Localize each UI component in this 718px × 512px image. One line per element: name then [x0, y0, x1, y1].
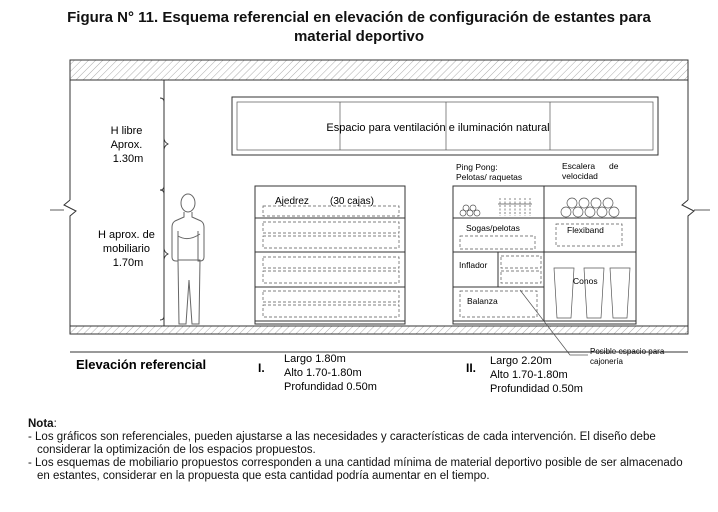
label-cajonera: Posible espacio para cajonería: [590, 347, 665, 366]
note-item-2: - Los esquemas de mobiliario propuestos corresponden a una cantidad mínima de material deportivo posible de ser almacenado en estantes, considerar en la propuesta que esta cantidad podría aumentar en el tiempo.: [28, 457, 683, 482]
h-mobiliario-label: H aprox. de mobiliario 1.70m: [98, 229, 155, 269]
label-sogas: Sogas/pelotas: [466, 223, 520, 233]
h-libre-label: H libre Aprox. 1.30m: [110, 125, 144, 165]
break-line-right: [682, 200, 694, 326]
shelf-one-label-cajas: (30 cajas): [330, 196, 374, 207]
floor-slab: [70, 326, 688, 334]
shelf-two-roman: II.: [466, 361, 477, 375]
shelf-one-label-ajedrez: Ajedrez: [275, 196, 309, 207]
label-inflador: Inflador: [459, 260, 488, 270]
window-label: Espacio para ventilación e iluminación natural: [326, 122, 550, 134]
figure-title-line1: Figura N° 11. Esquema referencial en elevación de configuración de estantes para: [67, 9, 651, 26]
figure-title-line2: material deportivo: [293, 28, 425, 45]
shelf-one-roman: I.: [258, 361, 265, 375]
elevation-label: Elevación referencial: [76, 357, 207, 372]
note-section: Nota: - Los gráficos son referenciales, pueden ajustarse a las necesidades y características de cada intervención. El diseño debe considerar la optimización de los espacios propuestos. - Los esquemas de mobiliario propuestos corresponden a una cantidad mínima de material deportivo posible de ser almacenado en estantes, considerar en la propuesta que esta cantidad podría aumentar en el tiempo.: [28, 418, 698, 483]
note-item-1: - Los gráficos son referenciales, pueden ajustarse a las necesidades y características de cada intervención. El diseño debe considerar la optimización de los espacios propuestos.: [28, 431, 656, 456]
label-flexiband: Flexiband: [567, 225, 604, 235]
shelf-one-boxes: [263, 206, 399, 317]
human-figure: [172, 194, 204, 324]
label-conos: Conos: [573, 276, 598, 286]
shelf-two-specs: Largo 2.20m Alto 1.70-1.80m Profundidad 0.50m: [490, 355, 583, 395]
label-escalera: Escalera de velocidad: [562, 161, 619, 181]
label-balanza: Balanza: [467, 296, 498, 306]
shelf-one-specs: Largo 1.80m Alto 1.70-1.80m Profundidad 0.50m: [284, 353, 377, 393]
note-heading: Nota: [28, 418, 54, 430]
break-line-left: [64, 200, 76, 326]
label-ping-pong: Ping Pong: Pelotas/ raquetas: [456, 162, 523, 182]
ceiling-slab: [70, 60, 688, 80]
